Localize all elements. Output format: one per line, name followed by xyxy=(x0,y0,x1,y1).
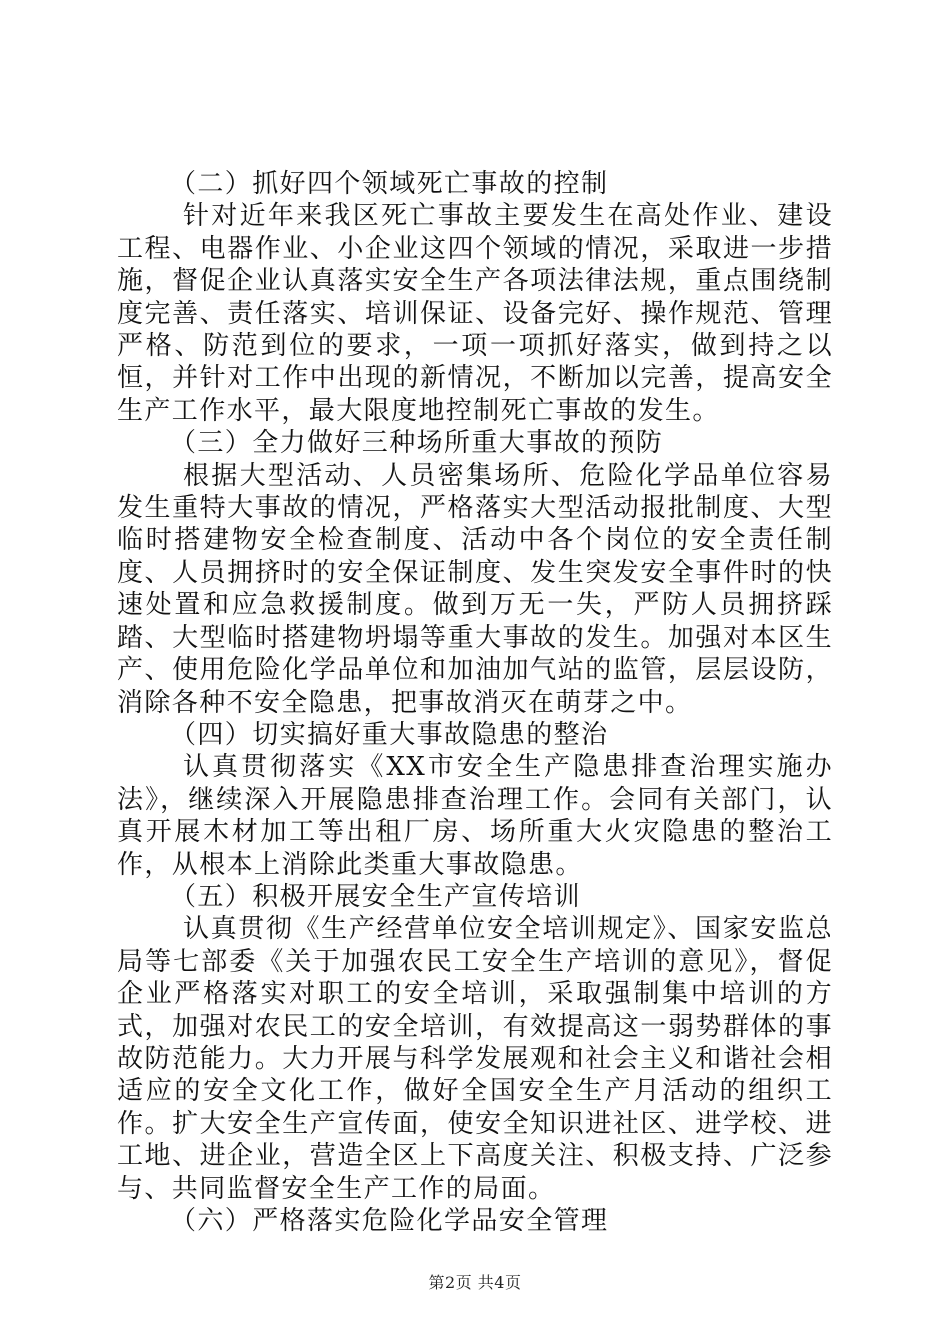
section-heading-5: （五）积极开展安全生产宣传培训 xyxy=(170,881,582,912)
section-heading-3: （三）全力做好三种场所重大事故的预防 xyxy=(170,428,664,459)
section-paragraph-3: 根据大型活动、人员密集场所、危险化学品单位容易发生重特大事故的情况，严格落实大型活动报批制度、大型临时搭建物安全检查制度、活动中各个岗位的安全责任制度、人员拥挤时的安全保证制度、发生突发安全事件时的快速处置和应急救援制度。做到万无一失，严防人员拥挤踩踏、大型临时搭建物坍塌等重大事故的发生。加强对本区生产、使用危险化学品单位和加油加气站的监管，层层设防，消除各种不安全隐患，把事故消灭在萌芽之中。 xyxy=(117,460,833,718)
section-paragraph-4: 认真贯彻落实《XX市安全生产隐患排查治理实施办法》，继续深入开展隐患排查治理工作。会同有关部门，认真开展木材加工等出租厂房、场所重大火灾隐患的整治工作，从根本上消除此类重大事故隐患。 xyxy=(117,752,833,880)
section-paragraph-2: 针对近年来我区死亡事故主要发生在高处作业、建设工程、电器作业、小企业这四个领域的情况，采取进一步措施，督促企业认真落实安全生产各项法律法规，重点围绕制度完善、责任落实、培训保证、设备完好、操作规范、管理严格、防范到位的要求，一项一项抓好落实，做到持之以恒，并针对工作中出现的新情况，不断加以完善，提高安全生产工作水平，最大限度地控制死亡事故的发生。 xyxy=(117,201,833,426)
section-heading-4: （四）切实搞好重大事故隐患的整治 xyxy=(170,719,609,750)
section-paragraph-5: 认真贯彻《生产经营单位安全培训规定》、国家安监总局等七部委《关于加强农民工安全生产培训的意见》，督促企业严格落实对职工的安全培训，采取强制集中培训的方式，加强对农民工的安全培训，有效提高这一弱势群体的事故防范能力。大力开展与科学发展观和社会主义和谐社会相适应的安全文化工作，做好全国安全生产月活动的组织工作。扩大安全生产宣传面，使安全知识进社区、进学校、进工地、进企业，营造全区上下高度关注、积极支持、广泛参与、共同监督安全生产工作的局面。 xyxy=(117,914,833,1204)
section-heading-6: （六）严格落实危险化学品安全管理 xyxy=(170,1206,609,1236)
section-heading-2: （二）抓好四个领域死亡事故的控制 xyxy=(170,169,609,199)
page-number-footer: 第2页 共4页 xyxy=(428,1273,522,1292)
document-body xyxy=(117,168,833,1237)
